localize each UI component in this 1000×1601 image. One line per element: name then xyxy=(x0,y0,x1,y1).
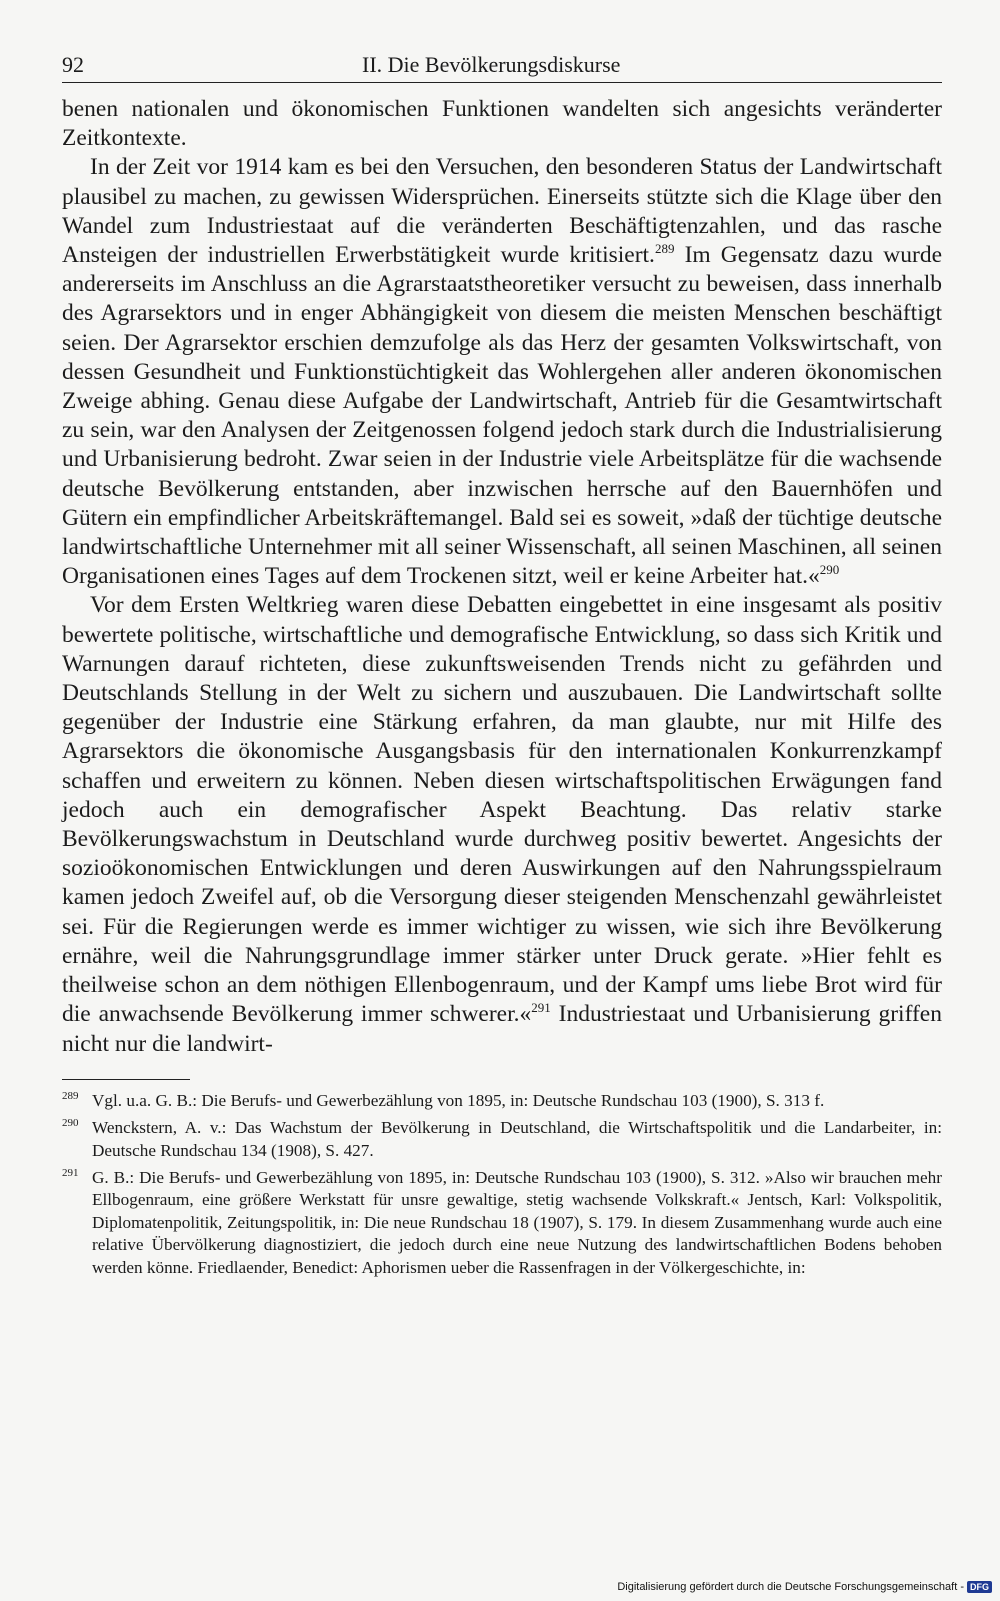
footnotes xyxy=(62,1090,942,1279)
chapter-title: II. Die Bevölkerungsdiskurse xyxy=(362,52,621,77)
book-page xyxy=(62,48,942,1284)
paragraph-1: benen nationalen und ökonomischen Funktionen wandelten sich angesichts veränderter Zeitkontexte. xyxy=(62,96,942,152)
footnote-number: 290 xyxy=(62,1117,79,1130)
footnote-290 xyxy=(62,1117,942,1162)
footnote-289 xyxy=(62,1090,942,1112)
footnote-ref-289: 289 xyxy=(654,241,675,257)
footnote-text: Vgl. u.a. G. B.: Die Berufs- und Gewerbezählung von 1895, in: Deutsche Rundschau 103 (1900), S. 313 f. xyxy=(92,1090,825,1110)
paragraph-3-text-a: Vor dem Ersten Weltkrieg waren diese Debatten eingebettet in eine insgesamt als positiv bewertete politische, wirtschaftliche und demografische Entwicklung, so dass sich Kritik und Warnungen darauf richteten, diese zukunftsweisenden Trends nicht zu gefährden und Deutschlands Stellung in der Welt zu sichern und auszubauen. Die Landwirtschaft sollte gegenüber der Industrie eine Stärkung erfahren, da man glaubte, nur mit Hilfe des Agrarsektors die ökonomische Ausgangsbasis für den internationalen Konkurrenzkampf schaffen und erweitern zu können. Neben diesen wirtschaftspolitischen Erwägungen fand jedoch auch ein demografischer Aspekt Beachtung. Das relativ starke Bevölkerungswachstum in Deutschland wurde durchweg positiv bewertet. Angesichts der sozioökonomischen Entwicklungen und deren Auswirkungen auf den Nahrungsspielraum kamen jedoch Zweifel auf, ob die Versorgung dieser steigenden Menschenzahl gewährleistet sei. Für die Regierungen werde es immer wichtiger zu wissen, wie sich ihre Bevölkerung ernähre, weil die Nahrungsgrundlage immer stärker unter Druck gerate. »Hier fehlt es theilweise schon an dem nöthigen Ellenbogenraum, und der Kampf ums liebe Brot wird für die anwachsende Bevölkerung immer schwerer.« xyxy=(62,592,942,1028)
digitization-credit xyxy=(617,1581,992,1593)
footnote-divider xyxy=(62,1079,190,1080)
body-text xyxy=(62,95,942,1059)
paragraph-2-text-a: In der Zeit vor 1914 kam es bei den Versuchen, den besonderen Status der Landwirtschaft plausibel zu machen, zu gewissen Widersprüchen. Einerseits stützte sich die Klage über den Wandel zum Industriestaat auf die veränderten Beschäftigtenzahlen, und das rasche Ansteigen der industriellen Erwerbstätigkeit wurde kritisiert. xyxy=(62,154,942,269)
footnote-number: 289 xyxy=(62,1089,79,1102)
running-header xyxy=(62,48,942,83)
paragraph-3 xyxy=(62,591,942,1058)
page-number: 92 xyxy=(62,52,84,77)
footnote-291 xyxy=(62,1167,942,1279)
footnote-text: G. B.: Die Berufs- und Gewerbezählung von 1895, in: Deutsche Rundschau 103 (1900), S. 312. »Also wir brauchen mehr Ellbogenraum, eine größere Werkstatt für unsre gewaltige, stetig wachsende Volkskraft.« Jentsch, Karl: Volkspolitik, Diplomatenpolitik, Zeitungspolitik, in: Die neue Rundschau 18 (1907), S. 179. In diesem Zusammenhang wurde auch eine relative Übervölkerung diagnostiziert, die jedoch durch eine neue Nutzung des landwirtschaftlichen Bodens behoben werden könne. Friedlaender, Benedict: Aphorismen ueber die Rassenfragen in der Völkergeschichte, in: xyxy=(92,1167,942,1277)
paragraph-2 xyxy=(62,153,942,591)
credit-text: Digitalisierung gefördert durch die Deutsche Forschungsgemeinschaft - xyxy=(617,1580,964,1593)
paragraph-3-text-b: Industriestaat und Urbanisierung griffen nicht nur die landwirt- xyxy=(62,1001,942,1057)
footnote-text: Wenckstern, A. v.: Das Wachstum der Bevölkerung in Deutschland, die Wirtschaftspolitik und die Landarbeiter, in: Deutsche Rundschau 134 (1908), S. 427. xyxy=(92,1118,942,1160)
footnote-ref-291: 291 xyxy=(531,1000,551,1016)
paragraph-2-text-b: Im Gegensatz dazu wurde andererseits im Anschluss an die Agrarstaatstheoretiker versucht zu beweisen, dass innerhalb des Agrarsektors und in enger Abhängigkeit von diesem die meisten Menschen beschäftigt seien. Der Agrarsektor erschien demzufolge als das Herz der gesamten Volkswirtschaft, von dessen Gesundheit und Funktionstüchtigkeit das Wohlergehen aller anderen ökonomischen Zweige abhing. Genau diese Aufgabe der Landwirtschaft, Antrieb für die Gesamtwirtschaft zu sein, war den Analysen der Zeitgenossen folgend jedoch stark durch die Industrialisierung und Urbanisierung bedroht. Zwar seien in der Industrie viele Arbeitsplätze für die wachsende deutsche Bevölkerung entstanden, aber inzwischen herrsche auf den Bauernhöfen und Gütern ein empfindlicher Arbeitskräftemangel. Bald sei es soweit, »daß der tüchtige deutsche landwirtschaftliche Unternehmer mit all seiner Wissenschaft, all seinen Maschinen, all seinen Organisationen eines Tages auf dem Trockenen sitzt, weil er keine Arbeiter hat.« xyxy=(62,242,942,590)
dfg-logo-icon: DFG xyxy=(967,1581,992,1593)
footnote-number: 291 xyxy=(62,1166,79,1179)
footnote-ref-290: 290 xyxy=(819,562,840,578)
